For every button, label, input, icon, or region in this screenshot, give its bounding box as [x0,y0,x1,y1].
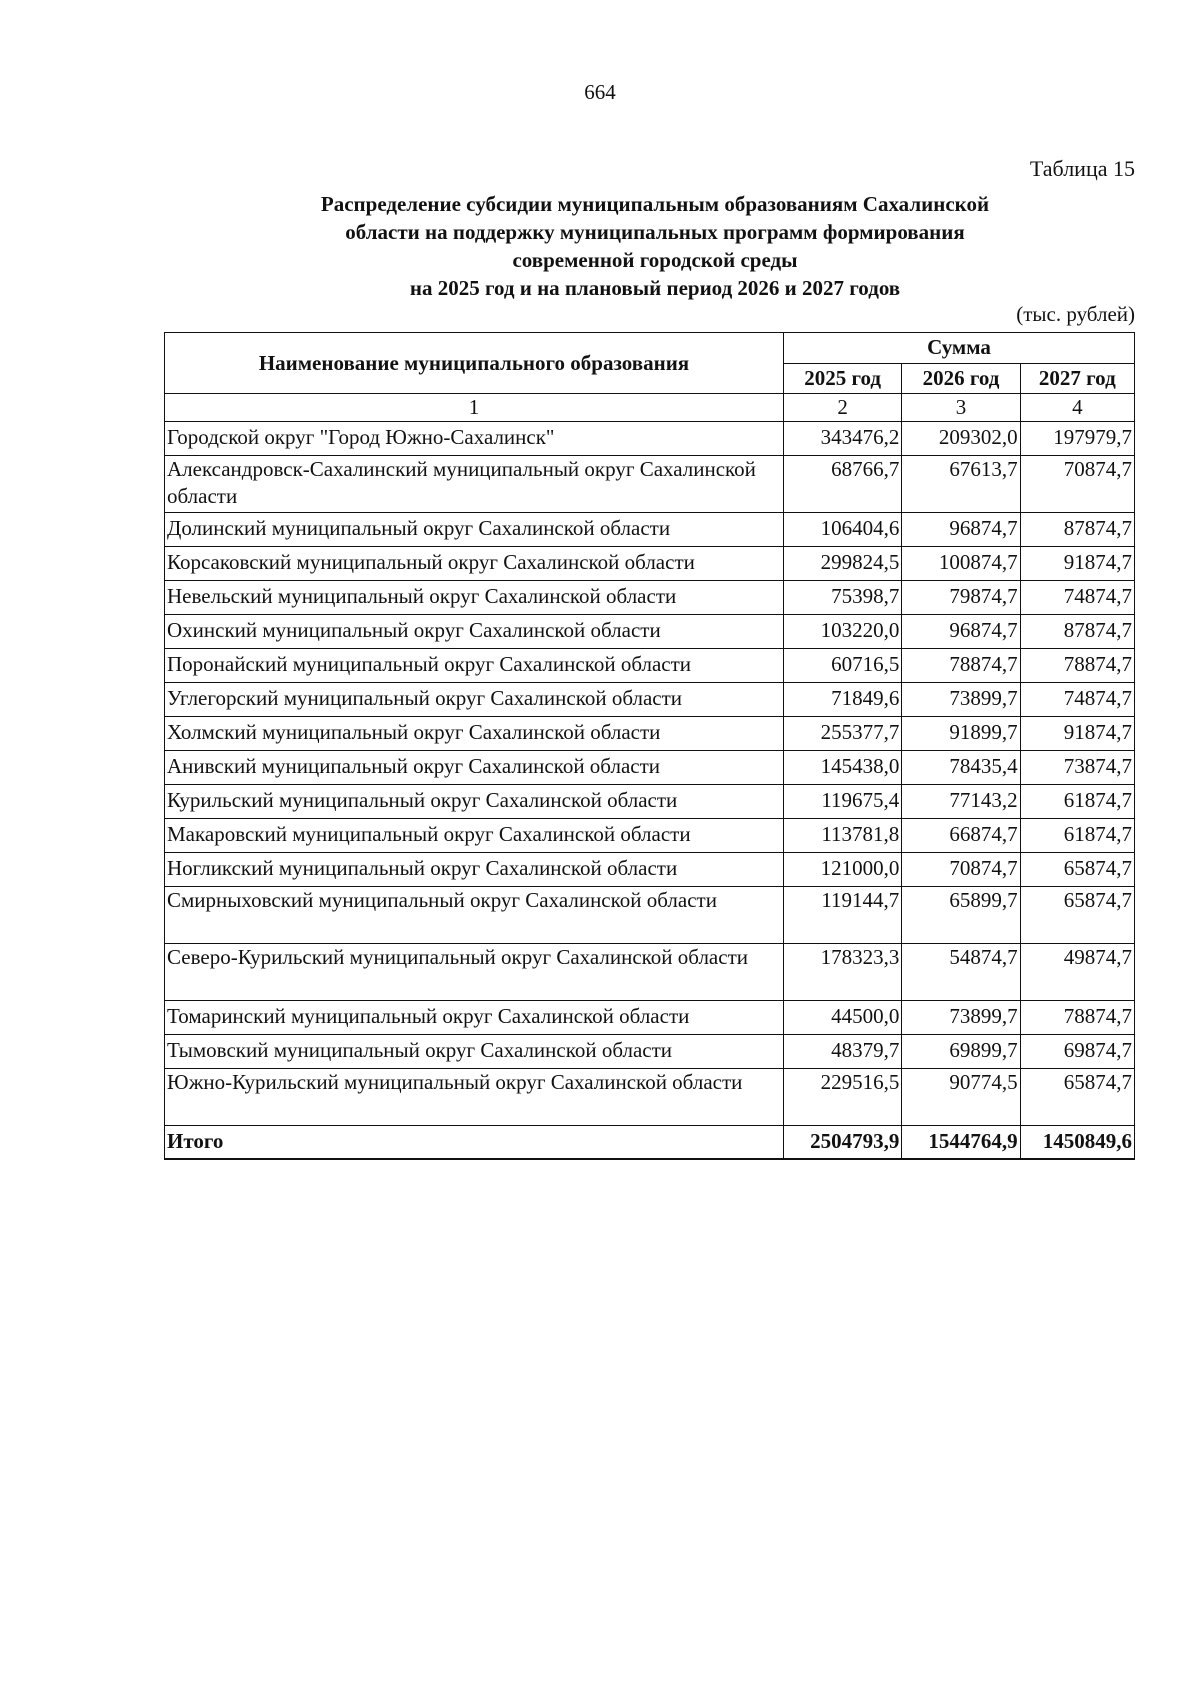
value-2026: 73899,7 [902,683,1020,717]
value-2026: 100874,7 [902,547,1020,581]
column-number: 3 [902,394,1020,422]
value-2026: 69899,7 [902,1035,1020,1069]
value-2025: 106404,6 [783,513,901,547]
value-2027: 49874,7 [1020,944,1134,1001]
value-2025: 60716,5 [783,649,901,683]
table-row [165,649,1135,683]
header-year-2027: 2027 год [1020,363,1134,394]
municipality-name: Долинский муниципальный округ Сахалинской области [165,513,784,547]
value-2025: 44500,0 [783,1001,901,1035]
value-2025: 178323,3 [783,944,901,1001]
value-2026: 73899,7 [902,1001,1020,1035]
value-2027: 73874,7 [1020,751,1134,785]
total-2027: 1450849,6 [1020,1126,1134,1160]
value-2025: 48379,7 [783,1035,901,1069]
value-2027: 65874,7 [1020,1069,1134,1126]
title-line: области на поддержку муниципальных программ формирования [345,220,965,244]
value-2026: 77143,2 [902,785,1020,819]
value-2026: 78874,7 [902,649,1020,683]
column-number: 4 [1020,394,1134,422]
municipality-name: Северо-Курильский муниципальный округ Сахалинской области [165,944,784,1001]
value-2025: 229516,5 [783,1069,901,1126]
table-row [165,887,1135,944]
value-2026: 66874,7 [902,819,1020,853]
table-row [165,547,1135,581]
table-row [165,751,1135,785]
units-label: (тыс. рублей) [1016,302,1135,326]
value-2027: 78874,7 [1020,1001,1134,1035]
value-2027: 61874,7 [1020,785,1134,819]
table-row [165,422,1135,456]
value-2027: 65874,7 [1020,887,1134,944]
value-2026: 91899,7 [902,717,1020,751]
value-2026: 70874,7 [902,853,1020,887]
table-row [165,615,1135,649]
value-2027: 87874,7 [1020,615,1134,649]
total-2026: 1544764,9 [902,1126,1020,1160]
value-2025: 343476,2 [783,422,901,456]
value-2027: 197979,7 [1020,422,1134,456]
column-number: 1 [165,394,784,422]
value-2025: 113781,8 [783,819,901,853]
value-2025: 121000,0 [783,853,901,887]
table-row [165,819,1135,853]
municipality-name: Невельский муниципальный округ Сахалинской области [165,581,784,615]
total-label: Итого [165,1126,784,1160]
value-2027: 87874,7 [1020,513,1134,547]
municipality-name: Углегорский муниципальный округ Сахалинской области [165,683,784,717]
value-2025: 145438,0 [783,751,901,785]
value-2027: 74874,7 [1020,683,1134,717]
value-2026: 96874,7 [902,615,1020,649]
municipality-name: Охинский муниципальный округ Сахалинской области [165,615,784,649]
municipality-name: Южно-Курильский муниципальный округ Сахалинской области [165,1069,784,1126]
value-2025: 119144,7 [783,887,901,944]
table-row [165,1035,1135,1069]
municipality-name: Корсаковский муниципальный округ Сахалинской области [165,547,784,581]
table-row [165,785,1135,819]
document-title [165,190,1145,302]
value-2027: 91874,7 [1020,547,1134,581]
column-number-row [165,394,1135,422]
municipality-name: Тымовский муниципальный округ Сахалинской области [165,1035,784,1069]
municipality-name: Макаровский муниципальный округ Сахалинской области [165,819,784,853]
value-2027: 69874,7 [1020,1035,1134,1069]
value-2026: 78435,4 [902,751,1020,785]
title-line: Распределение субсидии муниципальным образованиям Сахалинской [320,192,990,216]
value-2025: 299824,5 [783,547,901,581]
value-2025: 75398,7 [783,581,901,615]
value-2026: 209302,0 [902,422,1020,456]
municipality-name: Анивский муниципальный округ Сахалинской области [165,751,784,785]
value-2026: 90774,5 [902,1069,1020,1126]
value-2025: 71849,6 [783,683,901,717]
municipality-name: Поронайский муниципальный округ Сахалинской области [165,649,784,683]
value-2026: 54874,7 [902,944,1020,1001]
table-row [165,581,1135,615]
header-name: Наименование муниципального образования [165,333,784,394]
column-number: 2 [783,394,901,422]
table-row [165,513,1135,547]
value-2026: 96874,7 [902,513,1020,547]
municipality-name: Александровск-Сахалинский муниципальный округ Сахалинской области [165,456,784,513]
table-row [165,1069,1135,1126]
municipality-name: Ногликский муниципальный округ Сахалинской области [165,853,784,887]
value-2025: 68766,7 [783,456,901,513]
table-row [165,944,1135,1001]
municipality-name: Смирныховский муниципальный округ Сахалинской области [165,887,784,944]
value-2027: 61874,7 [1020,819,1134,853]
value-2026: 67613,7 [902,456,1020,513]
municipality-name: Городской округ "Город Южно-Сахалинск" [165,422,784,456]
value-2025: 119675,4 [783,785,901,819]
header-year-2026: 2026 год [902,363,1020,394]
value-2027: 65874,7 [1020,853,1134,887]
table-label: Таблица 15 [1029,156,1135,181]
table-row [165,853,1135,887]
value-2025: 255377,7 [783,717,901,751]
value-2026: 65899,7 [902,887,1020,944]
header-sum: Сумма [783,333,1134,364]
table-row [165,1001,1135,1035]
page-number: 664 [584,80,616,104]
municipality-name: Холмский муниципальный округ Сахалинской области [165,717,784,751]
title-line: современной городской среды [512,248,798,272]
value-2027: 74874,7 [1020,581,1134,615]
value-2027: 78874,7 [1020,649,1134,683]
value-2027: 70874,7 [1020,456,1134,513]
table-row [165,456,1135,513]
value-2026: 79874,7 [902,581,1020,615]
table-body [165,422,1135,1160]
subsidy-table [164,332,1135,1160]
total-2025: 2504793,9 [783,1126,901,1160]
title-line: на 2025 год и на плановый период 2026 и 2027 годов [409,276,901,300]
total-row [165,1126,1135,1160]
municipality-name: Курильский муниципальный округ Сахалинской области [165,785,784,819]
header-year-2025: 2025 год [783,363,901,394]
municipality-name: Томаринский муниципальный округ Сахалинской области [165,1001,784,1035]
value-2025: 103220,0 [783,615,901,649]
value-2027: 91874,7 [1020,717,1134,751]
table-row [165,683,1135,717]
table-row [165,717,1135,751]
